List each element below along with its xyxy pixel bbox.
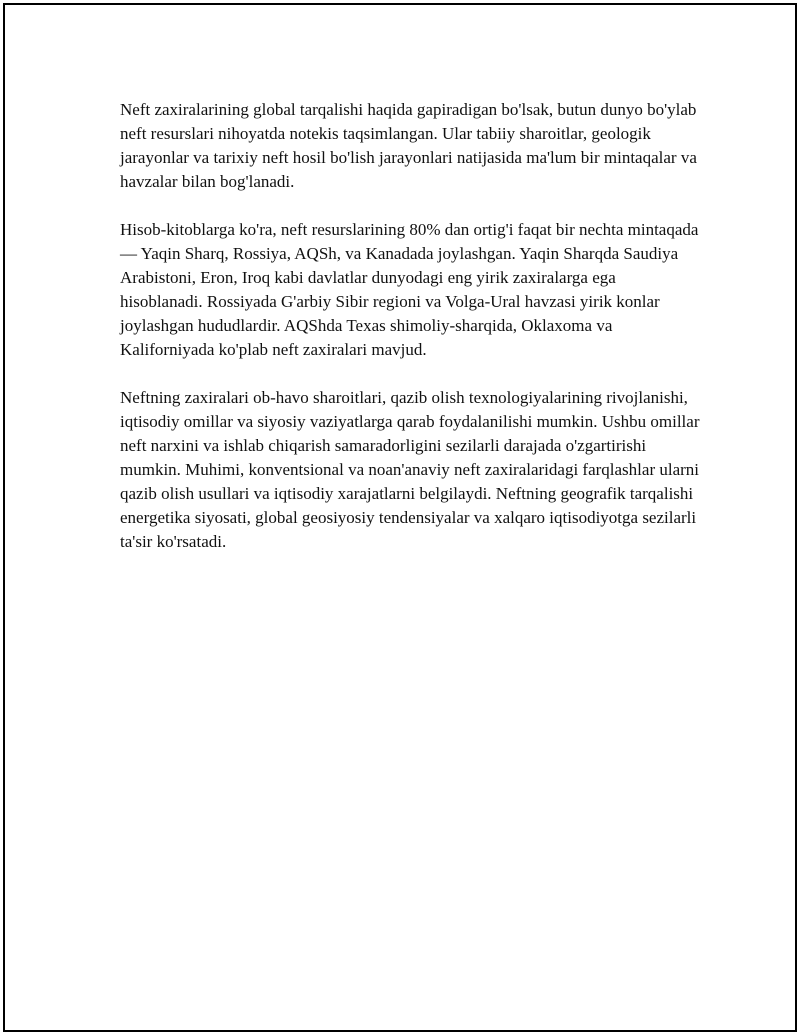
paragraph-1: Neft zaxiralarining global tarqalishi haqida gapiradigan bo'lsak, butun dunyo bo'ylab neft resurslari nihoyatda notekis taqsimlangan. Ular tabiiy sharoitlar, geologik jarayonlar va tarixiy neft hosil bo'lish jarayonlari natijasida ma'lum bir mintaqalar va havzalar bilan bog'lanadi. — [120, 100, 697, 191]
paragraph-3: Neftning zaxiralari ob-havo sharoitlari, qazib olish texnologiyalarining rivojlanishi, iqtisodiy omillar va siyosiy vaziyatlarga qarab foydalanilishi mumkin. Ushbu omillar neft narxini va ishlab chiqarish samaradorligini sezilarli darajada o'zgartirishi mumkin. Muhimi, konventsional va noan'anaviy neft zaxiralaridagi farqlashlar ularni qazib olish usullari va iqtisodiy xarajatlarni belgilaydi. Neftning geografik tarqalishi energetika siyosati, global geosiyosiy tendensiyalar va xalqaro iqtisodiyotga sezilarli ta'sir ko'rsatadi. — [120, 388, 700, 551]
paragraph-2: Hisob-kitoblarga ko'ra, neft resurslarining 80% dan ortig'i faqat bir nechta mintaqada — Yaqin Sharq, Rossiya, AQSh, va Kanadada joylashgan. Yaqin Sharqda Saudiya Arabistoni, Eron, Iroq kabi davlatlar dunyodagi eng yirik zaxiralarga ega hisoblanadi. Rossiyada G'arbiy Sibir regioni va Volga-Ural havzasi yirik konlar joylashgan hududlardir. AQShda Texas shimoliy-sharqida, Oklaxoma va Kaliforniyada ko'plab neft zaxiralari mavjud. — [120, 220, 699, 359]
document-page — [3, 3, 797, 1032]
document-body — [120, 98, 700, 578]
